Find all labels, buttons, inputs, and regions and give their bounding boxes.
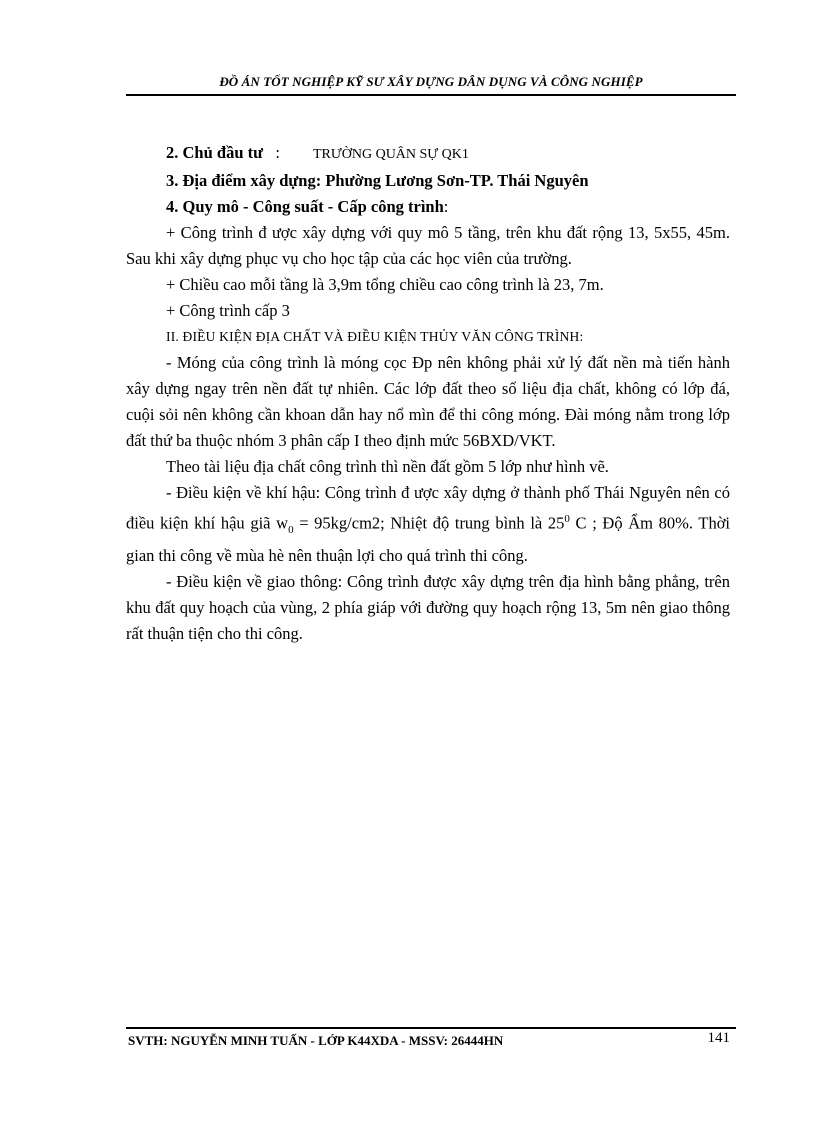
climate-paragraph [126, 480, 730, 569]
scale-paragraph-3: + Công trình cấp 3 [166, 301, 290, 320]
investor-label: 2. Chủ đầu tư [166, 143, 264, 162]
document-body [126, 140, 730, 647]
investor-separator: : [275, 143, 280, 162]
header-divider [126, 94, 736, 96]
scale-paragraph-1: + Công trình đ ược xây dựng với quy mô 5 tầng, trên khu đất rộng 13, 5x55, 45m. Sau khi xây dựng phục vụ cho học tập của các học viên của trường. [126, 223, 730, 268]
climate-superscript: 0 [564, 513, 570, 525]
scale-heading-line [126, 194, 730, 220]
climate-text-b: = 95kg/cm2; Nhiệt độ trung bình là 25 [293, 513, 565, 533]
footer-student-info: SVTH: NGUYỄN MINH TUẤN - LỚP K44XDA - MSSV: 26444HN [128, 1033, 504, 1048]
scale-paragraph-2: + Chiều cao mỗi tầng là 3,9m tổng chiều cao công trình là 23, 7m. [166, 275, 604, 294]
footer-divider [126, 1027, 736, 1029]
traffic-paragraph: - Điều kiện về giao thông: Công trình được xây dựng trên địa hình bằng phẳng, trên khu đất quy hoạch của vùng, 2 phía giáp với đường quy hoạch rộng 13, 5m nên giao thông rất thuận tiện cho thi công. [126, 571, 730, 643]
section-ii-heading: II. ĐIỀU KIỆN ĐỊA CHẤT VÀ ĐIỀU KIỆN THỦY VĂN CÔNG TRÌNH: [166, 329, 584, 344]
page-header-title: ĐỒ ÁN TỐT NGHIỆP KỸ SƯ XÂY DỰNG DÂN DỤNG VÀ CÔNG NGHIỆP [219, 74, 643, 89]
geology-paragraph-1: - Móng của công trình là móng cọc Đp nên không phải xử lý đất nền mà tiến hành xây dựng ngay trên nền đất tự nhiên. Các lớp đất theo số liệu địa chất, không có lớp đá, cuội sỏi nên không cần khoan dẫn hay nổ mìn để thi công móng. Đài móng nằm trong lớp đất thứ ba thuộc nhóm 3 phân cấp I theo định mức 56BXD/VKT. [126, 353, 730, 450]
scale-heading-colon: : [443, 197, 449, 216]
page-number: 141 [707, 1030, 730, 1046]
climate-text-c: C ; Độ Ẩm 80%. Thời gian thi công về mùa hè nên thuận lợi cho quá trình thi công. [126, 513, 731, 565]
scale-heading: 4. Quy mô - Công suất - Cấp công trình [166, 197, 444, 216]
climate-subscript: 0 [288, 523, 294, 536]
investor-line [126, 140, 730, 168]
location-line: 3. Địa điểm xây dựng: Phường Lương Sơn-TP. Thái Nguyên [166, 171, 589, 190]
investor-value: TRƯỜNG QUÂN SỰ QK1 [313, 147, 469, 162]
climate-text-a: - Điều kiện về khí hậu: Công trình đ ược xây dựng ở thành phố Thái Nguyên nên có điều kiện khí hậu giã w [126, 483, 730, 533]
geology-paragraph-2: Theo tài liệu địa chất công trình thì nền đất gồm 5 lớp như hình vẽ. [166, 457, 609, 476]
